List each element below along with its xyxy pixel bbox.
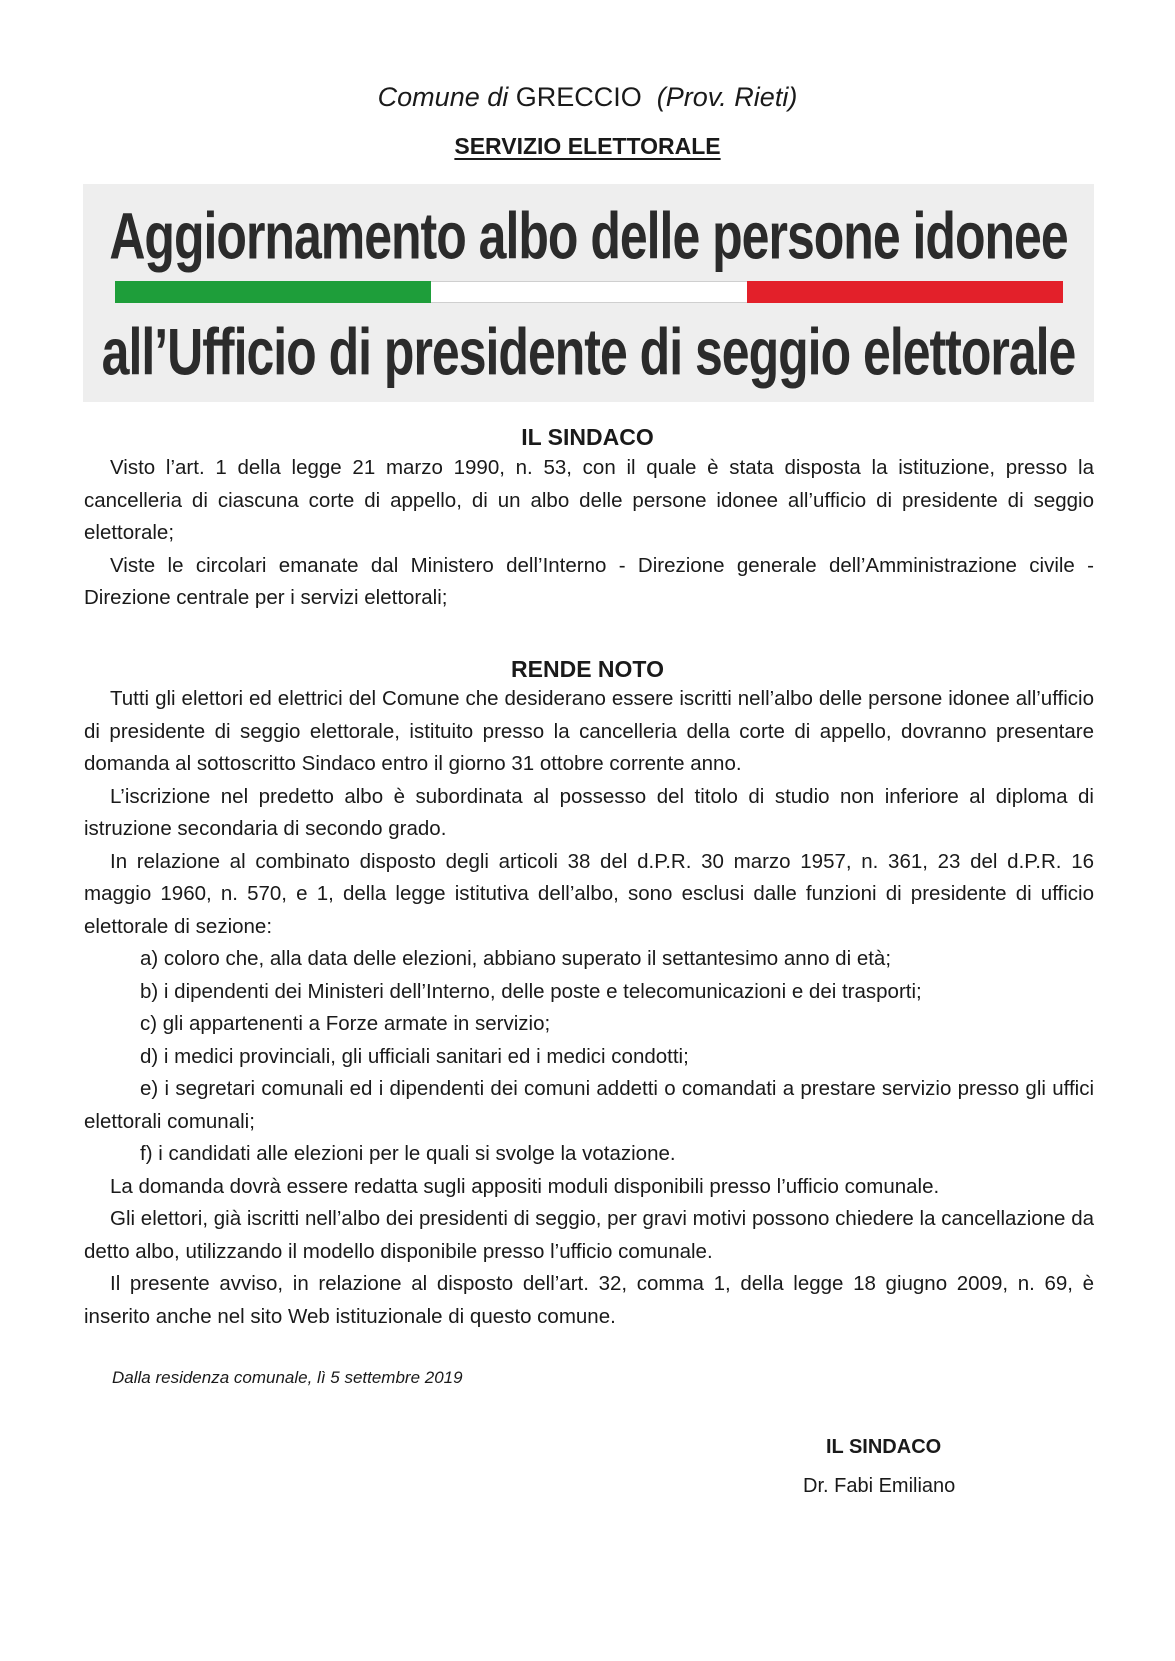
italian-flag-stripe: [115, 281, 1063, 303]
flag-green-band: [115, 281, 431, 303]
comune-prefix: Comune di: [377, 82, 509, 112]
notice-text: [84, 683, 1094, 1333]
headline-banner: [83, 184, 1094, 402]
heading-il-sindaco: IL SINDACO: [521, 424, 654, 450]
paragraph: La domanda dovrà essere redatta sugli appositi moduli disponibili presso l’ufficio comunale.: [110, 1174, 940, 1198]
paragraph: Il presente avviso, in relazione al disposto dell’art. 32, comma 1, della legge 18 giugno 2009, n. 69, è inserito anche nel sito Web istituzionale di questo comune.: [84, 1272, 1094, 1328]
flag-white-band: [431, 281, 747, 303]
paragraph: Visto l’art. 1 della legge 21 marzo 1990, n. 53, con il quale è stata disposta la istituzione, presso la cancelleria di ciascuna corte di appello, di un albo delle persone idonee all’ufficio di presidente di seggio elettorale;: [84, 456, 1094, 544]
exclusion-item: f) i candidati alle elezioni per le quali si svolge la votazione.: [140, 1142, 676, 1165]
paragraph: Tutti gli elettori ed elettrici del Comune che desiderano essere iscritti nell’albo delle persone idonee all’ufficio di presidente di seggio elettorale, istituito presso la cancelleria della corte di appello, dovranno presentare domanda al sottoscritto Sindaco entro il giorno 31 ottobre corrente anno.: [84, 687, 1094, 775]
exclusion-item: e) i segretari comunali ed i dipendenti dei comuni addetti o comandati a prestare servizio presso gli uffici elettorali comunali;: [84, 1077, 1094, 1133]
paragraph: Viste le circolari emanate dal Ministero dell’Interno - Direzione generale dell’Amministrazione civile - Direzione centrale per i servizi elettorali;: [84, 553, 1094, 609]
signature-name: Dr. Fabi Emiliano: [803, 1475, 956, 1497]
exclusion-item: d) i medici provinciali, gli ufficiali sanitari ed i medici condotti;: [140, 1044, 689, 1068]
exclusion-item: c) gli appartenenti a Forze armate in servizio;: [140, 1012, 551, 1035]
flag-red-band: [747, 281, 1063, 303]
service-title: SERVIZIO ELETTORALE: [454, 133, 721, 159]
banner-line-2: all’Ufficio di presidente di seggio elettorale: [101, 315, 1076, 390]
signature-title: IL SINDACO: [826, 1436, 942, 1458]
service-heading: [0, 133, 1175, 160]
exclusion-item: b) i dipendenti dei Ministeri dell’Interno, delle poste e telecomunicazioni e dei trasporti;: [140, 979, 922, 1003]
premises-text: [84, 452, 1094, 615]
municipality-title: [0, 82, 1175, 113]
heading-rende-noto: RENDE NOTO: [511, 656, 664, 682]
provincia: (Prov. Rieti): [656, 82, 798, 112]
comune-name: GRECCIO: [515, 82, 642, 112]
paragraph: Gli elettori, già iscritti nell’albo dei presidenti di seggio, per gravi motivi possono chiedere la cancellazione da detto albo, utilizzando il modello disponibile presso l’ufficio comunale.: [84, 1207, 1094, 1263]
exclusion-item: a) coloro che, alla data delle elezioni, abbiano superato il settantesimo anno di età;: [140, 947, 892, 970]
paragraph: L’iscrizione nel predetto albo è subordinata al possesso del titolo di studio non inferiore al diploma di istruzione secondaria di secondo grado.: [84, 784, 1094, 840]
banner-line-1: Aggiornamento albo delle persone idonee: [109, 199, 1068, 274]
date-line: Dalla residenza comunale, lì 5 settembre 2019: [112, 1368, 463, 1387]
paragraph: In relazione al combinato disposto degli articoli 38 del d.P.R. 30 marzo 1957, n. 361, 23 del d.P.R. 16 maggio 1960, n. 570, e 1, della legge istitutiva dell’albo, sono esclusi dalle funzioni di presidente di ufficio elettorale di sezione:: [84, 849, 1094, 938]
